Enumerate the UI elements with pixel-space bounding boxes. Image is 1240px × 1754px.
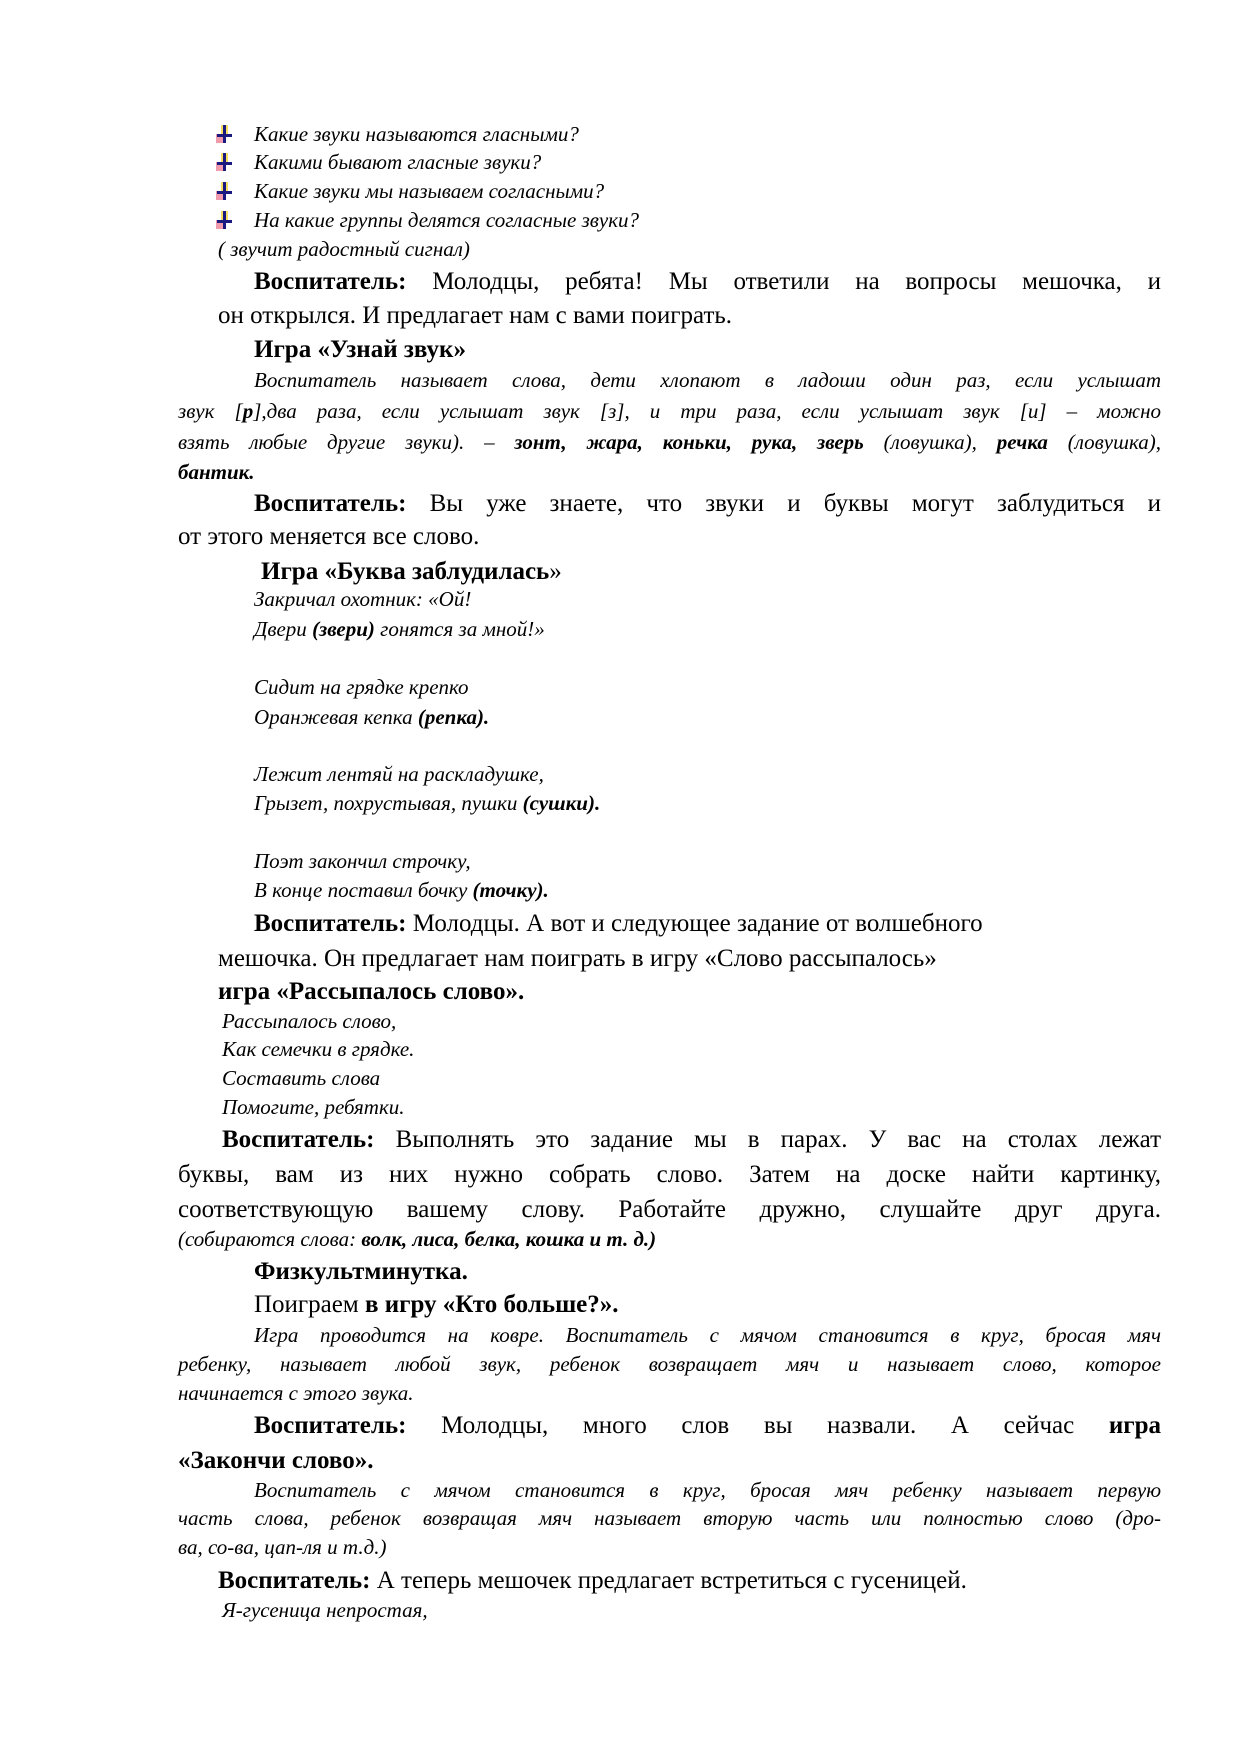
text-segment: Составить слова <box>222 1066 381 1090</box>
text-segment: ],два раза, если услышат звук [з], и три раза, если услышат звук [и] – можно <box>253 399 1162 423</box>
bold-text: Физкультминутка. <box>254 1258 468 1285</box>
text-segment: Закричал охотник: «Ой! <box>254 587 472 611</box>
bold-text: игра <box>1108 1412 1161 1439</box>
text-segment: от этого меняется все слово. <box>178 523 480 550</box>
text-line <box>222 1095 405 1119</box>
text-line <box>222 1598 428 1622</box>
text-line <box>254 587 471 611</box>
text-line <box>178 1227 656 1251</box>
text-line <box>254 791 600 815</box>
text-line <box>254 1478 1161 1502</box>
text-line <box>178 430 1161 454</box>
text-segment: ( звучит радостный сигнал) <box>218 237 470 261</box>
text-segment: Поиграем <box>254 1291 365 1318</box>
text-segment: он открылся. И предлагает нам с вами поиграть. <box>218 302 733 329</box>
text-segment: Игра проводится на ковре. Воспитатель с мячом становится в круг, бросая мяч <box>254 1323 1161 1347</box>
text-segment: часть слова, ребенок возвращая мяч называет вторую часть или полностью слово (дро- <box>178 1506 1161 1530</box>
text-segment: А теперь мешочек предлагает встретиться с гусеницей. <box>376 1567 967 1594</box>
text-line <box>254 490 1161 519</box>
text-line <box>254 1323 1161 1347</box>
text-line <box>178 1161 1161 1190</box>
bold-text: волк, лиса, белка, кошка и т. д.) <box>361 1227 657 1251</box>
text-line <box>178 1381 413 1405</box>
text-segment: Как семечки в грядке. <box>222 1037 415 1061</box>
bold-text: Воспитатель: <box>254 910 413 937</box>
text-line <box>178 1196 1161 1225</box>
bold-text: (репка). <box>417 705 490 729</box>
bold-text: (звери) <box>312 617 375 641</box>
text-segment: Молодцы. А вот и следующее задание от волшебного <box>412 910 983 937</box>
text-line <box>218 302 732 331</box>
bold-text: зонт, жара, коньки, рука, зверь <box>514 430 864 454</box>
text-line <box>254 368 1161 392</box>
text-segment: Помогите, ребятки. <box>222 1095 405 1119</box>
text-segment: Молодцы, много слов вы назвали. А сейчас <box>441 1412 1109 1439</box>
text-line <box>254 762 544 786</box>
text-line <box>222 1037 414 1061</box>
question-item: Какие звуки называются гласными? <box>254 122 579 146</box>
bullet-icon <box>216 125 234 145</box>
text-segment: ва, со-ва, цап-ля и т.д.) <box>178 1535 387 1559</box>
text-segment: » <box>549 558 562 585</box>
text-segment: Рассыпалось слово, <box>222 1009 397 1033</box>
bold-text: Воспитатель: <box>254 268 433 295</box>
bold-text: бантик. <box>178 460 255 484</box>
text-line <box>178 1506 1161 1530</box>
text-line <box>218 1567 967 1596</box>
text-line <box>254 617 545 641</box>
text-line <box>254 849 471 873</box>
text-line <box>254 1291 619 1320</box>
bullet-icon <box>216 211 234 231</box>
bold-text: р <box>242 399 254 423</box>
text-line <box>178 1352 1161 1376</box>
question-item: Какие звуки мы называем согласными? <box>254 179 605 203</box>
text-segment: Молодцы, ребята! Мы ответили на вопросы мешочка, и <box>432 268 1161 295</box>
text-line <box>218 978 524 1007</box>
text-line <box>254 336 466 365</box>
text-line <box>178 399 1161 423</box>
text-segment: Выполнять это задание мы в парах. У вас на столах лежат <box>395 1126 1161 1153</box>
text-segment: взять любые другие звуки). – <box>178 430 515 454</box>
bold-text: Воспитатель: <box>218 1567 377 1594</box>
bold-text: игра «Рассыпалось слово». <box>218 978 525 1005</box>
text-line <box>254 675 469 699</box>
text-line <box>254 1258 468 1287</box>
bold-text: Воспитатель: <box>254 1412 442 1439</box>
text-segment: Воспитатель называет слова, дети хлопают в ладоши один раз, если услышат <box>254 368 1161 392</box>
text-segment: гонятся за мной!» <box>374 617 545 641</box>
bold-text: (точку). <box>472 878 549 902</box>
text-line <box>178 1447 374 1476</box>
text-segment: ребенку, называет любой звук, ребенок возвращает мяч и называет слово, которое <box>178 1352 1161 1376</box>
text-segment: Грызет, похрустывая, пушки <box>254 791 523 815</box>
text-segment: (ловушка), <box>1047 430 1161 454</box>
bold-text: (сушки). <box>522 791 601 815</box>
question-item: На какие группы делятся согласные звуки? <box>254 208 640 232</box>
text-segment: Сидит на грядке крепко <box>254 675 469 699</box>
text-line <box>222 1066 380 1090</box>
bold-text: в игру «Кто больше?». <box>364 1291 619 1318</box>
bold-text: Воспитатель: <box>254 490 430 517</box>
text-line <box>222 1126 1161 1155</box>
text-line <box>254 268 1161 297</box>
text-segment: Поэт закончил строчку, <box>254 849 471 873</box>
question-item: Какими бывают гласные звуки? <box>254 150 542 174</box>
text-line <box>178 460 255 484</box>
text-line <box>254 705 489 729</box>
text-line <box>254 910 983 939</box>
text-segment: Оранжевая кепка <box>254 705 418 729</box>
bold-text: «Закончи слово». <box>178 1447 374 1474</box>
bullet-icon <box>216 182 234 202</box>
text-segment: звук [ <box>178 399 243 423</box>
text-segment: Вы уже знаете, что звуки и буквы могут заблудиться и <box>429 490 1161 517</box>
text-segment: Я-гусеница непростая, <box>222 1598 428 1622</box>
bullet-icon <box>216 153 234 173</box>
text-segment: В конце поставил бочку <box>254 878 473 902</box>
bold-text: речка <box>996 430 1048 454</box>
text-segment: соответствующую вашему слову. Работайте дружно, слушайте друг друга. <box>178 1196 1161 1223</box>
text-segment: (собираются слова: <box>178 1227 362 1251</box>
text-line <box>254 878 549 902</box>
text-segment: мешочка. Он предлагает нам поиграть в игру «Слово рассыпалось» <box>218 945 937 972</box>
text-segment: Воспитатель с мячом становится в круг, бросая мяч ребенку называет первую <box>254 1478 1161 1502</box>
bold-text: Воспитатель: <box>222 1126 396 1153</box>
bold-text: Игра «Узнай звук» <box>254 336 466 363</box>
text-line <box>218 237 470 261</box>
text-line <box>222 1009 396 1033</box>
text-line <box>218 945 937 974</box>
text-segment: Двери <box>254 617 313 641</box>
text-line <box>178 1535 386 1559</box>
text-segment: буквы, вам из них нужно собрать слово. Затем на доске найти картинку, <box>178 1161 1161 1188</box>
text-segment: Лежит лентяй на раскладушке, <box>254 762 544 786</box>
bold-text: Игра «Буква заблудилась <box>261 558 550 585</box>
text-line <box>261 558 562 587</box>
text-line <box>254 1412 1161 1441</box>
text-segment: (ловушка), <box>863 430 997 454</box>
text-segment: начинается с этого звука. <box>178 1381 414 1405</box>
text-line <box>178 523 479 552</box>
